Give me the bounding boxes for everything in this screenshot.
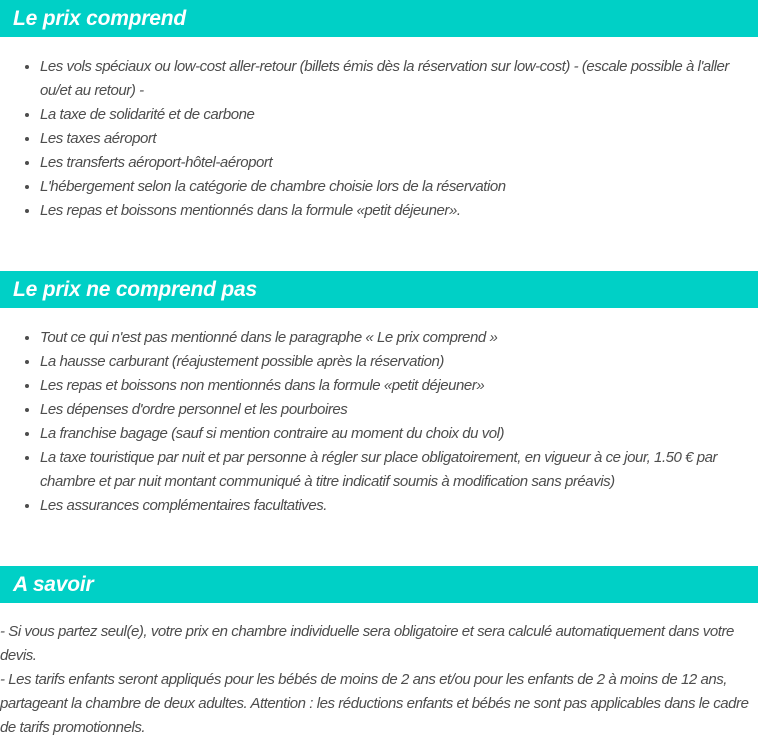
notes-text — [0, 620, 758, 740]
list-item: • La taxe touristique par nuit et par personne à régler sur place obligatoirement, en vigueur à ce jour, 1.50 € par chambre et par nuit montant communiqué à titre indicatif soumis à modification sans préavis) — [40, 446, 744, 494]
price-includes-list — [0, 55, 758, 223]
list-item: • Les taxes aéroport — [40, 127, 744, 151]
list-item: • Les assurances complémentaires facultatives. — [40, 494, 744, 518]
list-item: • L'hébergement selon la catégorie de chambre choisie lors de la réservation — [40, 175, 744, 199]
list-item: • La franchise bagage (sauf si mention contraire au moment du choix du vol) — [40, 422, 744, 446]
section-price-not-includes — [0, 271, 758, 518]
section-notes — [0, 566, 758, 740]
list-item: • Tout ce qui n'est pas mentionné dans le paragraphe « Le prix comprend » — [40, 326, 744, 350]
list-item: • La hausse carburant (réajustement possible après la réservation) — [40, 350, 744, 374]
list-item: • Les vols spéciaux ou low-cost aller-retour (billets émis dès la réservation sur low-cost) - (escale possible à l'aller ou/et au retour) - — [40, 55, 744, 103]
list-item: • Les dépenses d'ordre personnel et les pourboires — [40, 398, 744, 422]
price-not-includes-list — [0, 326, 758, 518]
list-item: • Les transferts aéroport-hôtel-aéroport — [40, 151, 744, 175]
section-header-notes: A savoir — [0, 566, 758, 603]
note-paragraph: - Si vous partez seul(e), votre prix en chambre individuelle sera obligatoire et sera calculé automatiquement dans votre devis. — [0, 623, 734, 664]
list-item: • Les repas et boissons non mentionnés dans la formule «petit déjeuner» — [40, 374, 744, 398]
section-header-price-includes: Le prix comprend — [0, 0, 758, 37]
section-header-price-not-includes: Le prix ne comprend pas — [0, 271, 758, 308]
note-paragraph: - Les tarifs enfants seront appliqués pour les bébés de moins de 2 ans et/ou pour les enfants de 2 à moins de 12 ans, partageant la chambre de deux adultes. Attention : les réductions enfants et bébés ne sont pas applicables dans le cadre de tarifs promotionnels. — [0, 671, 749, 736]
list-item: • La taxe de solidarité et de carbone — [40, 103, 744, 127]
section-price-includes — [0, 0, 758, 223]
list-item: • Les repas et boissons mentionnés dans la formule «petit déjeuner». — [40, 199, 744, 223]
